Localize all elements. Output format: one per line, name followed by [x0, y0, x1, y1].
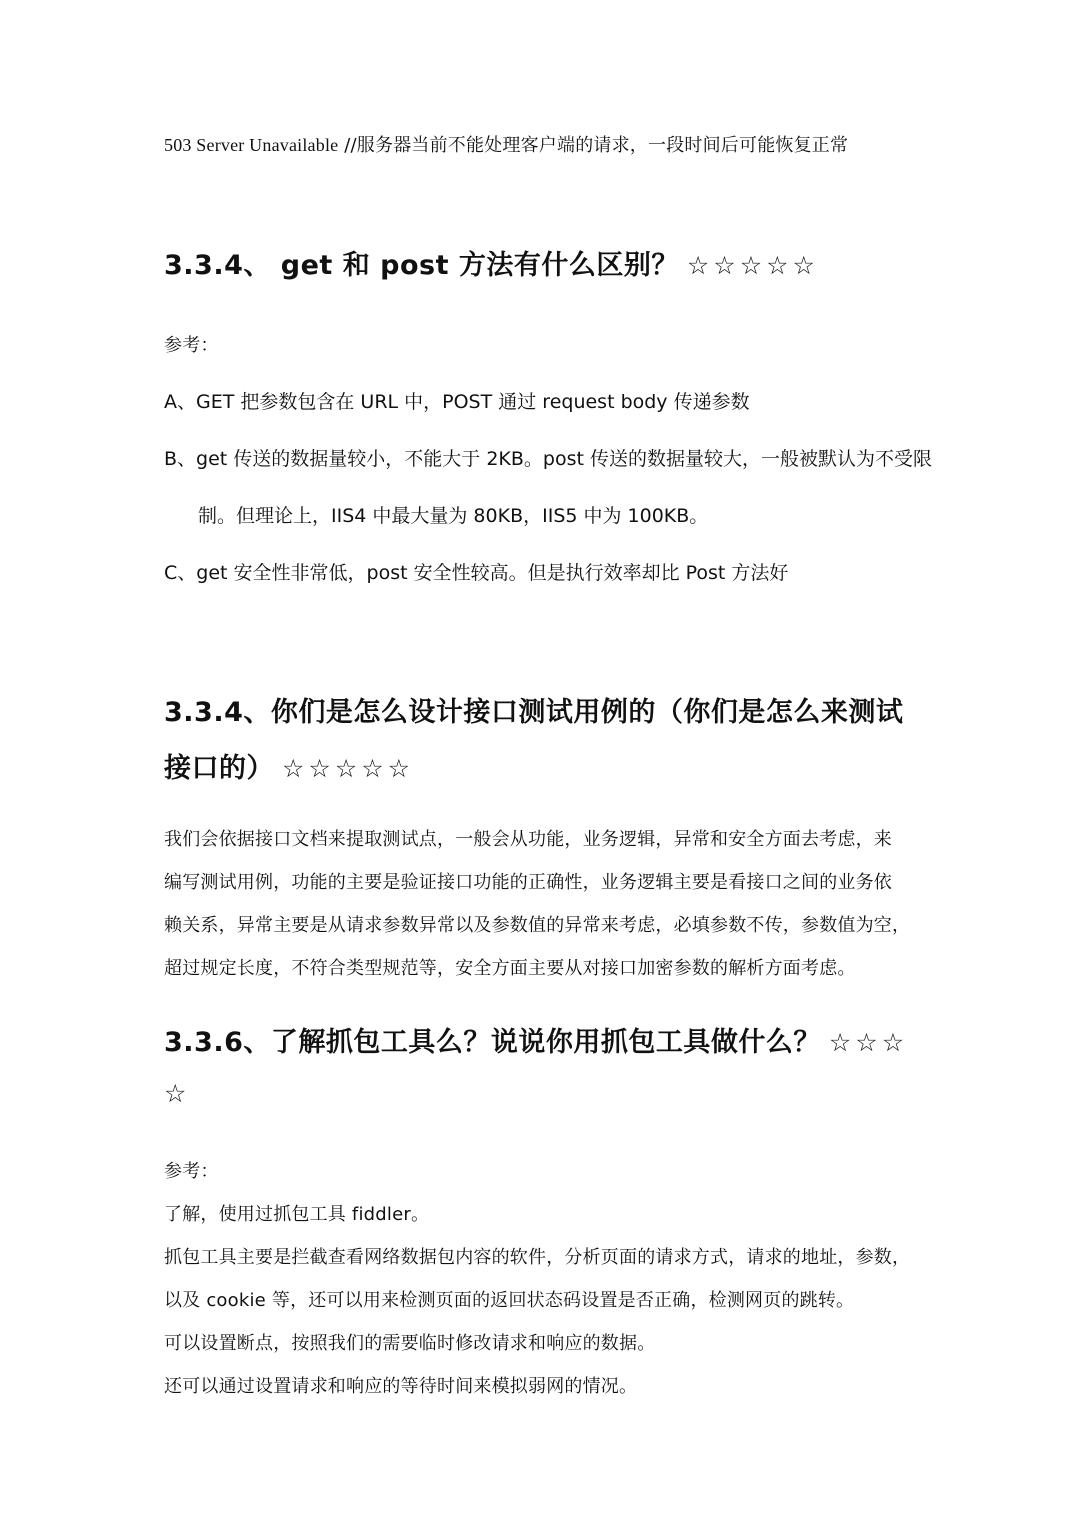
star-rating-icon: ☆: [164, 1079, 191, 1108]
star-rating-icon: ☆☆☆: [828, 1028, 909, 1057]
heading-text: 接口的）: [164, 753, 274, 784]
point-a: A、GET 把参数包含在 URL 中，POST 通过 request body 传递参数: [164, 391, 750, 413]
section-interface-test-heading-line2: [164, 746, 414, 785]
paragraph-line3: 赖关系，异常主要是从请求参数异常以及参数值的异常来考虑，必填参数不传，参数值为空，: [164, 915, 911, 936]
answer-line3: 以及 cookie 等，还可以用来检测页面的返回状态码设置是否正确，检测网页的跳转。: [164, 1290, 855, 1311]
reference-label: 参考：: [164, 335, 219, 356]
answer-line5: 还可以通过设置请求和响应的等待时间来模拟弱网的情况。: [164, 1376, 638, 1397]
paragraph-line1: 我们会依据接口文档来提取测试点，一般会从功能，业务逻辑，异常和安全方面去考虑，来: [164, 829, 892, 850]
point-b-line1: B、get 传送的数据量较小，不能大于 2KB。post 传送的数据量较大，一般被默认为不受限: [164, 448, 932, 470]
point-b-line2: 制。但理论上，IIS4 中最大量为 80KB，IIS5 中为 100KB。: [198, 505, 709, 527]
section-capture-tool-heading-stars: [164, 1078, 190, 1109]
section-get-post-heading: [164, 243, 819, 282]
heading-text: 3.3.4、 get 和 post 方法有什么区别？: [164, 250, 679, 281]
status-description: //服务器当前不能处理客户端的请求，一段时间后可能恢复正常: [338, 135, 849, 156]
answer-line2: 抓包工具主要是拦截查看网络数据包内容的软件，分析页面的请求方式，请求的地址，参数，: [164, 1247, 911, 1268]
section-capture-tool-heading: [164, 1020, 908, 1059]
status-code: 503 Server Unavailable: [164, 135, 339, 155]
section-interface-test-heading-line1: 3.3.4、你们是怎么设计接口测试用例的（你们是怎么来测试: [164, 697, 904, 728]
star-rating-icon: ☆☆☆☆☆: [282, 754, 415, 783]
status-503-line: [164, 131, 848, 157]
heading-text: 3.3.6、了解抓包工具么？说说你用抓包工具做什么？: [164, 1027, 821, 1058]
answer-line4: 可以设置断点，按照我们的需要临时修改请求和响应的数据。: [164, 1333, 656, 1354]
answer-line1: 了解，使用过抓包工具 fiddler。: [164, 1204, 430, 1225]
star-rating-icon: ☆☆☆☆☆: [686, 251, 819, 280]
paragraph-line2: 编写测试用例，功能的主要是验证接口功能的正确性，业务逻辑主要是看接口之间的业务依: [164, 872, 892, 893]
reference-label: 参考：: [164, 1161, 219, 1182]
point-c: C、get 安全性非常低，post 安全性较高。但是执行效率却比 Post 方法好: [164, 562, 789, 584]
paragraph-line4: 超过规定长度，不符合类型规范等，安全方面主要从对接口加密参数的解析方面考虑。: [164, 958, 856, 979]
